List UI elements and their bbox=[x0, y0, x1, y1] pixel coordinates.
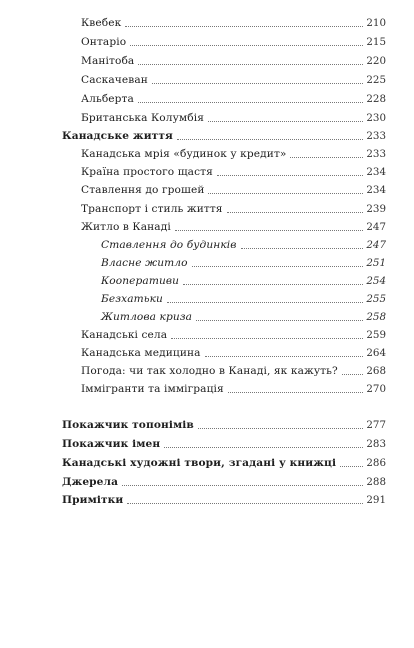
dot-leader bbox=[152, 83, 363, 84]
toc-entry-page: 234 bbox=[366, 184, 386, 196]
toc-entry-page: 220 bbox=[366, 55, 386, 67]
toc-section-place-index[interactable] bbox=[0, 414, 414, 432]
toc-entry-page: 239 bbox=[366, 203, 386, 215]
toc-entry-title: Канадські художні твори, згадані у книжці bbox=[62, 457, 337, 469]
toc-entry-page: 233 bbox=[366, 148, 386, 160]
dot-leader bbox=[217, 175, 363, 176]
toc-entry-page: 259 bbox=[366, 329, 386, 341]
toc-entry-title: Покажчик імен bbox=[62, 438, 161, 450]
dot-leader bbox=[196, 320, 363, 321]
dot-leader bbox=[127, 503, 363, 504]
toc-entry-page: 286 bbox=[366, 457, 386, 469]
dot-leader bbox=[175, 230, 364, 231]
dot-leader bbox=[177, 139, 363, 140]
toc-entry-page: 270 bbox=[366, 383, 386, 395]
toc-entry-immigrants[interactable] bbox=[0, 378, 414, 396]
toc-entry-page: 210 bbox=[366, 17, 386, 29]
toc-subentry-cooperatives[interactable] bbox=[0, 270, 414, 288]
dot-leader bbox=[290, 157, 363, 158]
toc-entry-ontario[interactable] bbox=[0, 31, 414, 49]
toc-entry-page: 251 bbox=[366, 257, 386, 269]
dot-leader bbox=[342, 374, 364, 375]
toc-entry-quebec[interactable] bbox=[0, 12, 414, 30]
toc-entry-saskatchewan[interactable] bbox=[0, 69, 414, 87]
toc-entry-page: 268 bbox=[366, 365, 386, 377]
toc-subentry-housing-crisis[interactable] bbox=[0, 306, 414, 324]
toc-entry-page: 291 bbox=[366, 494, 386, 506]
toc-subentry-own-home[interactable] bbox=[0, 252, 414, 270]
toc-section-name-index[interactable] bbox=[0, 433, 414, 451]
toc-entry-weather[interactable] bbox=[0, 360, 414, 378]
toc-subentry-attitude-to-houses[interactable] bbox=[0, 234, 414, 252]
toc-entry-transport[interactable] bbox=[0, 198, 414, 216]
toc-entry-title: Квебек bbox=[81, 17, 122, 29]
toc-entry-title: Джерела bbox=[62, 476, 119, 488]
toc-entry-page: 228 bbox=[366, 93, 386, 105]
toc-entry-title: Іммігранти та імміграція bbox=[81, 383, 224, 395]
toc-section-sources[interactable] bbox=[0, 471, 414, 489]
toc-entry-title: Ставлення до будинків bbox=[101, 239, 237, 251]
toc-entry-title: Онтаріо bbox=[81, 36, 127, 48]
toc-subentry-homeless[interactable] bbox=[0, 288, 414, 306]
toc-section-notes[interactable] bbox=[0, 489, 414, 507]
toc-entry-page: 215 bbox=[366, 36, 386, 48]
toc-entry-title: Альберта bbox=[81, 93, 134, 105]
toc-entry-title: Канадські села bbox=[81, 329, 168, 341]
dot-leader bbox=[340, 466, 363, 467]
dot-leader bbox=[138, 64, 363, 65]
toc-entry-title: Канадська мрія «будинок у кредит» bbox=[81, 148, 287, 160]
toc-entry-medicine[interactable] bbox=[0, 342, 414, 360]
toc-entry-page: 258 bbox=[366, 311, 386, 323]
dot-leader bbox=[208, 193, 363, 194]
toc-entry-title: Канадська медицина bbox=[81, 347, 201, 359]
dot-leader bbox=[138, 102, 363, 103]
dot-leader bbox=[208, 121, 363, 122]
dot-leader bbox=[227, 212, 364, 213]
toc-entry-page: 255 bbox=[366, 293, 386, 305]
toc-entry-title: Манітоба bbox=[81, 55, 135, 67]
toc-entry-manitoba[interactable] bbox=[0, 50, 414, 68]
dot-leader bbox=[228, 392, 364, 393]
dot-leader bbox=[183, 284, 363, 285]
toc-entry-title: Погода: чи так холодно в Канаді, як кажуть? bbox=[81, 365, 338, 377]
toc-entry-title: Власне житло bbox=[101, 257, 188, 269]
dot-leader bbox=[130, 45, 363, 46]
toc-entry-title: Країна простого щастя bbox=[81, 166, 213, 178]
toc-entry-page: 264 bbox=[366, 347, 386, 359]
toc-entry-title: Безхатьки bbox=[101, 293, 163, 305]
toc-section-canadian-life[interactable] bbox=[0, 125, 414, 143]
toc-entry-page: 283 bbox=[366, 438, 386, 450]
dot-leader bbox=[198, 428, 363, 429]
toc-entry-page: 288 bbox=[366, 476, 386, 488]
toc-entry-title: Британська Колумбія bbox=[81, 112, 204, 124]
toc-entry-page: 234 bbox=[366, 166, 386, 178]
toc-entry-simple-happiness[interactable] bbox=[0, 161, 414, 179]
dot-leader bbox=[171, 338, 363, 339]
toc-entry-title: Кооперативи bbox=[101, 275, 180, 287]
toc-section-literary-works[interactable] bbox=[0, 452, 414, 470]
toc-entry-page: 233 bbox=[366, 130, 386, 142]
toc-entry-page: 247 bbox=[366, 221, 386, 233]
dot-leader bbox=[164, 447, 363, 448]
dot-leader bbox=[192, 266, 364, 267]
toc-entry-title: Транспорт і стиль життя bbox=[81, 203, 223, 215]
dot-leader bbox=[205, 356, 364, 357]
toc-entry-title: Житло в Канаді bbox=[81, 221, 171, 233]
toc-entry-canadian-dream[interactable] bbox=[0, 143, 414, 161]
toc-entry-alberta[interactable] bbox=[0, 88, 414, 106]
toc-entry-page: 225 bbox=[366, 74, 386, 86]
dot-leader bbox=[125, 26, 363, 27]
toc-entry-title: Саскачеван bbox=[81, 74, 148, 86]
toc-entry-page: 277 bbox=[366, 419, 386, 431]
dot-leader bbox=[167, 302, 363, 303]
toc-entry-attitude-to-money[interactable] bbox=[0, 179, 414, 197]
dot-leader bbox=[241, 248, 364, 249]
toc-entry-page: 230 bbox=[366, 112, 386, 124]
toc-entry-title: Житлова криза bbox=[101, 311, 193, 323]
toc-entry-villages[interactable] bbox=[0, 324, 414, 342]
toc-entry-title: Покажчик топонімів bbox=[62, 419, 194, 431]
toc-entry-british-columbia[interactable] bbox=[0, 107, 414, 125]
toc-entry-title: Примітки bbox=[62, 494, 124, 506]
toc-entry-title: Канадське життя bbox=[62, 130, 173, 142]
toc-entry-page: 247 bbox=[366, 239, 386, 251]
toc-entry-page: 254 bbox=[366, 275, 386, 287]
dot-leader bbox=[122, 485, 363, 486]
toc-entry-housing[interactable] bbox=[0, 216, 414, 234]
toc-entry-title: Ставлення до грошей bbox=[81, 184, 205, 196]
